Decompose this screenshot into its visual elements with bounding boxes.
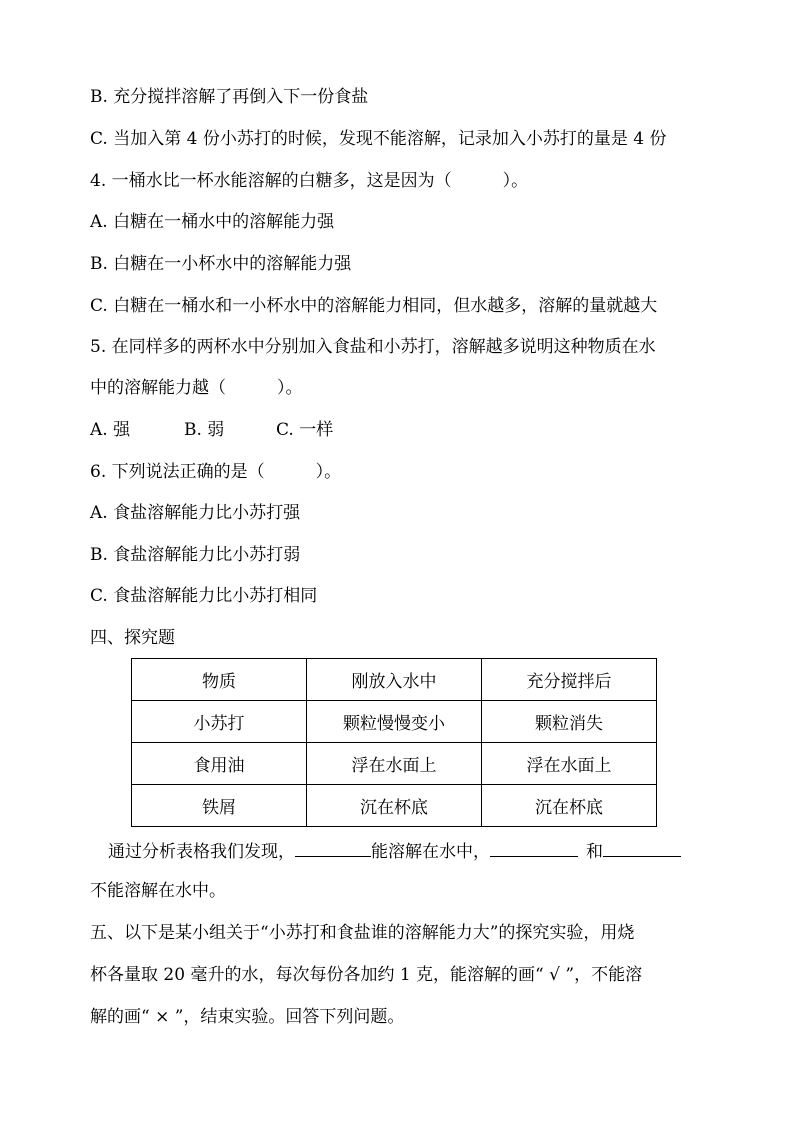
fill-text-2: 能溶解在水中， xyxy=(371,842,490,862)
table-cell: 小苏打 xyxy=(132,701,307,743)
experiment-table xyxy=(131,658,657,827)
q5-option-c: C. 一样 xyxy=(276,420,334,440)
q6-option-c: C. 食盐溶解能力比小苏打相同 xyxy=(90,586,318,606)
table-row xyxy=(132,701,657,743)
fill-in-sentence xyxy=(108,838,681,863)
table-cell: 铁屑 xyxy=(132,785,307,827)
answer-blank-2[interactable] xyxy=(490,838,578,857)
table-cell: 颗粒慢慢变小 xyxy=(307,701,482,743)
table-header-row xyxy=(132,659,657,701)
q4-option-a: A. 白糖在一桶水中的溶解能力强 xyxy=(90,212,335,232)
q3-option-b: B. 充分搅拌溶解了再倒入下一份食盐 xyxy=(90,87,369,107)
table-cell: 浮在水面上 xyxy=(482,743,657,785)
q5-options xyxy=(90,419,333,441)
section-5-line3: 解的画“ × ”，结束实验。回答下列问题。 xyxy=(90,1007,405,1027)
q6-option-a: A. 食盐溶解能力比小苏打强 xyxy=(90,503,301,523)
table-cell: 沉在杯底 xyxy=(482,785,657,827)
q4-option-b: B. 白糖在一小杯水中的溶解能力强 xyxy=(90,254,352,274)
q3-option-c: C. 当加入第 4 份小苏打的时候，发现不能溶解，记录加入小苏打的量是 4 份 xyxy=(90,129,667,149)
table-header-cell: 刚放入水中 xyxy=(307,659,482,701)
q5-option-a: A. 强 xyxy=(90,420,131,440)
question-6: 6. 下列说法正确的是（ ）。 xyxy=(90,462,342,482)
table-cell: 浮在水面上 xyxy=(307,743,482,785)
q4-option-c: C. 白糖在一桶水和一小杯水中的溶解能力相同，但水越多，溶解的量就越大 xyxy=(90,296,658,316)
section-5-line2: 杯各量取 20 毫升的水，每次每份各加约 1 克，能溶解的画“ √ ”，不能溶 xyxy=(90,965,643,985)
q5-option-b: B. 弱 xyxy=(184,420,225,440)
table-cell: 沉在杯底 xyxy=(307,785,482,827)
table-cell: 食用油 xyxy=(132,743,307,785)
q6-option-b: B. 食盐溶解能力比小苏打弱 xyxy=(90,545,301,565)
table-cell: 颗粒消失 xyxy=(482,701,657,743)
fill-text-1: 通过分析表格我们发现， xyxy=(108,842,295,862)
section-4-title: 四、探究题 xyxy=(90,628,175,648)
answer-blank-1[interactable] xyxy=(295,838,371,857)
table-header-cell: 物质 xyxy=(132,659,307,701)
question-5-line1: 5. 在同样多的两杯水中分别加入食盐和小苏打，溶解越多说明这种物质在水 xyxy=(90,337,656,357)
section-5-line1: 五、以下是某小组关于“小苏打和食盐谁的溶解能力大”的探究实验，用烧 xyxy=(90,923,635,943)
fill-text-3: 和 xyxy=(586,842,603,862)
table-row xyxy=(132,785,657,827)
answer-blank-3[interactable] xyxy=(603,838,681,857)
table-header-cell: 充分搅拌后 xyxy=(482,659,657,701)
question-5-line2: 中的溶解能力越（ ）。 xyxy=(90,378,303,398)
fill-in-sentence-line2: 不能溶解在水中。 xyxy=(90,881,226,901)
table-row xyxy=(132,743,657,785)
question-4: 4. 一桶水比一杯水能溶解的白糖多，这是因为（ ）。 xyxy=(90,171,529,191)
